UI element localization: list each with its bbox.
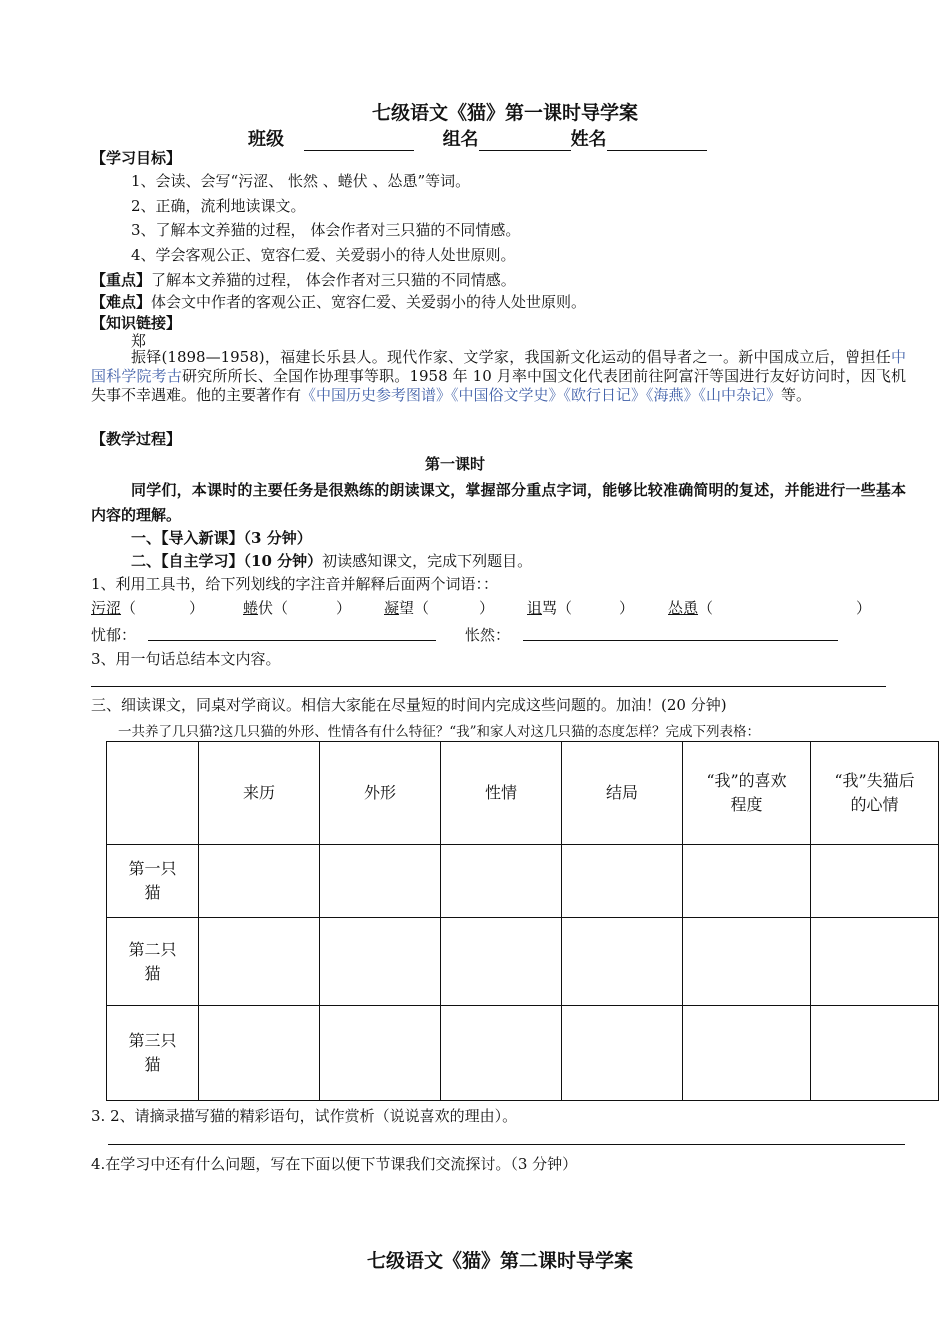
difficult-point-text: 体会文中作者的客观公正、宽容仁爱、关爱弱小的待人处世原则。 (151, 293, 587, 311)
table-cell[interactable] (811, 845, 939, 918)
group-label: 组名 (442, 129, 479, 150)
key-point (91, 269, 516, 290)
vocab-close: ） (336, 599, 352, 617)
table-row (107, 918, 939, 1006)
table-intro: 一共养了几只猫?这几只猫的外形、性情各有什么特征？“我”和家人对这几只猫的态度怎样？完成下列表格： (118, 724, 761, 740)
knowledge-text: 等。 (781, 386, 812, 404)
vocab-close: ） (856, 599, 872, 617)
table-cell[interactable] (441, 1006, 562, 1101)
table-header: 外形 (320, 742, 441, 845)
vocab-word: 污涩 (91, 599, 122, 617)
question-4: 4.在学习中还有什么问题，写在下面以便下节课我们交流探讨。（3 分钟） (91, 1155, 578, 1173)
vocab-bracket: （ (121, 599, 137, 617)
name-field[interactable] (607, 134, 707, 151)
table-header: 性情 (441, 742, 562, 845)
step-label: 【导入新课】 (161, 529, 244, 547)
def-changran-label: 怅然： (465, 626, 511, 644)
step-num: 一、 (131, 529, 162, 547)
def-changran-line[interactable] (523, 640, 838, 641)
step-intro (131, 527, 312, 548)
table-cell[interactable] (441, 845, 562, 918)
vocab-item (91, 597, 136, 618)
table-cell[interactable] (683, 845, 811, 918)
step-num: 二、 (131, 552, 162, 570)
vocab-close: ） (619, 599, 635, 617)
row-label: 第三只猫 (107, 1006, 199, 1101)
table-header: 结局 (562, 742, 683, 845)
def-yuyu-line[interactable] (148, 640, 436, 641)
vocab-item (668, 597, 713, 618)
key-point-text: 了解本文养猫的过程， 体会作者对三只猫的不同情感。 (151, 271, 516, 289)
vocab-item (384, 597, 429, 618)
header-fields (248, 125, 707, 151)
cat-table (106, 741, 939, 1101)
table-cell[interactable] (811, 1006, 939, 1101)
class-field[interactable] (304, 134, 414, 151)
knowledge-paragraph (91, 348, 906, 405)
question-1: 1、利用工具书，给下列划线的字注音并解释后面两个词语：： (91, 575, 499, 593)
process-heading: 【教学过程】 (91, 430, 182, 448)
vocab-close: ） (189, 599, 205, 617)
step-text: 初读感知课文，完成下列题目。 (322, 552, 533, 570)
difficult-point (91, 291, 586, 312)
knowledge-link[interactable]: 《中国历史参考图谱》《中国俗文学史》《欧行日记》《海燕》《山中杂记》 (301, 386, 782, 404)
table-cell[interactable] (320, 918, 441, 1006)
objective-item: 4、学会客观公正、宽容仁爱、关爱弱小的待人处世原则。 (131, 246, 516, 264)
table-cell[interactable] (199, 845, 320, 918)
table-cell[interactable] (199, 918, 320, 1006)
table-header (107, 742, 199, 845)
step-3: 三、细读课文，同桌对学商议。相信大家能在尽量短的时间内完成这些问题的。加油！(20 分钟) (91, 696, 727, 714)
step-time: （10 分钟） (243, 552, 323, 570)
knowledge-surname: 郑 (131, 332, 147, 350)
vocab-bracket: （ (698, 599, 714, 617)
row-label: 第一只猫 (107, 845, 199, 918)
step-time: （3 分钟） (243, 529, 312, 547)
table-header: 来历 (199, 742, 320, 845)
objective-item: 3、了解本文养猫的过程， 体会作者对三只猫的不同情感。 (131, 221, 521, 239)
table-cell[interactable] (562, 1006, 683, 1101)
class-label: 班级 (248, 129, 284, 150)
vocab-bracket: 伏（ (258, 599, 289, 617)
table-cell[interactable] (320, 1006, 441, 1101)
table-cell[interactable] (683, 1006, 811, 1101)
vocab-word: 诅 (527, 599, 543, 617)
intro-paragraph: 同学们，本课时的主要任务是很熟练的朗读课文，掌握部分重点字词，能够比较准确简明的复述，并能进行一些基本内容的理解。 (91, 481, 906, 524)
row-label: 第二只猫 (107, 918, 199, 1006)
name-label: 姓名 (570, 129, 607, 150)
table-row (107, 1006, 939, 1101)
key-point-label: 【重点】 (91, 271, 152, 289)
table-cell[interactable] (562, 918, 683, 1006)
knowledge-text: 研究所所长、全国作协理事等职。1958 年 10 月率中国文化代表团前往阿富汗等国进行友好访问时，因飞机失事不幸遇难。他的主要著作有 (91, 367, 906, 404)
table-header-row (107, 742, 939, 845)
table-header: “我”失猫后的心情 (811, 742, 939, 845)
step-label: 【自主学习】 (161, 552, 244, 570)
lesson-title: 第一课时 (424, 455, 485, 473)
table-cell[interactable] (811, 918, 939, 1006)
table-cell[interactable] (441, 918, 562, 1006)
table-cell[interactable] (320, 845, 441, 918)
objective-item: 1、会读、会写“污涩、 怅然 、蜷伏 、怂恿”等词。 (131, 172, 471, 190)
vocab-item (243, 597, 288, 618)
step-self-study (131, 550, 532, 571)
vocab-word: 蜷 (243, 599, 259, 617)
knowledge-heading: 【知识链接】 (91, 314, 182, 332)
table-cell[interactable] (683, 918, 811, 1006)
objective-item: 2、正确，流利地读课文。 (131, 197, 306, 215)
answer-line[interactable] (108, 1144, 905, 1145)
group-field[interactable] (479, 134, 571, 151)
vocab-item (527, 597, 572, 618)
table-row (107, 845, 939, 918)
objectives-heading: 【学习目标】 (91, 149, 182, 167)
table-cell[interactable] (562, 845, 683, 918)
second-title: 七级语文《猫》第二课时导学案 (366, 1250, 633, 1272)
question-3: 3、用一句话总结本文内容。 (91, 650, 281, 668)
vocab-close: ） (479, 599, 495, 617)
vocab-bracket: 骂（ (542, 599, 573, 617)
knowledge-link[interactable]: 中国科学院考古 (91, 348, 906, 385)
vocab-word: 怂恿 (668, 599, 699, 617)
vocab-word: 凝 (384, 599, 400, 617)
question-3-2: 3. 2、请摘录描写猫的精彩语句，试作赏析（说说喜欢的理由）。 (91, 1107, 518, 1125)
answer-line[interactable] (91, 686, 886, 687)
knowledge-text: 振铎(1898—1958)，福建长乐县人。现代作家、文学家，我国新文化运动的倡导者之一。新中国成立后，曾担任 (131, 348, 891, 366)
difficult-point-label: 【难点】 (91, 293, 152, 311)
table-cell[interactable] (199, 1006, 320, 1101)
table-header: “我”的喜欢程度 (683, 742, 811, 845)
def-yuyu-label: 忧郁： (91, 626, 137, 644)
page-title: 七级语文《猫》第一课时导学案 (371, 102, 638, 124)
vocab-bracket: 望（ (399, 599, 430, 617)
